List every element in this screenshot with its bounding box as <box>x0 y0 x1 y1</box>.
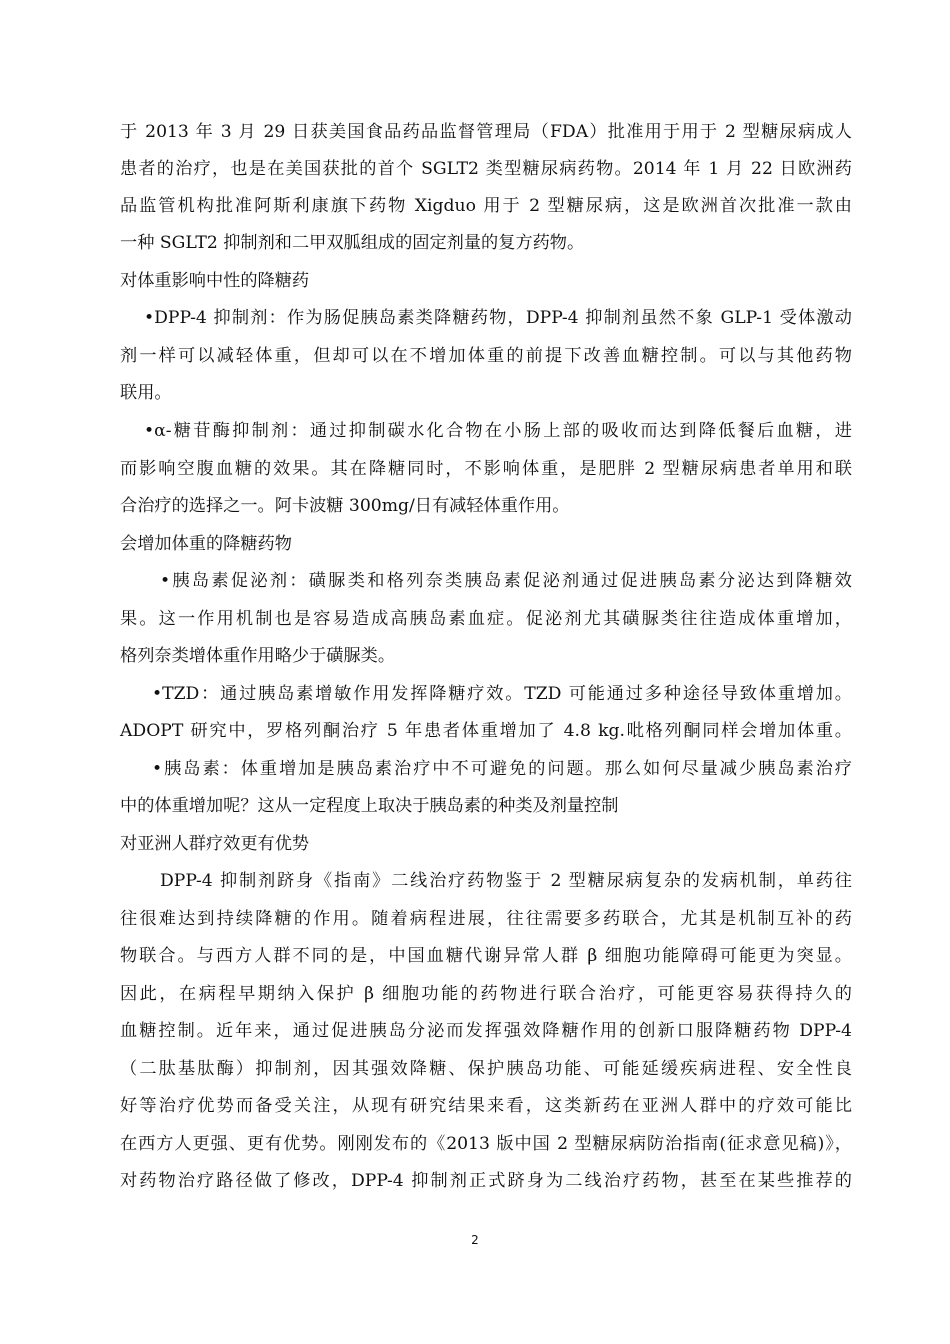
bullet-paragraph-line: •胰岛素：体重增加是胰岛素治疗中不可避免的问题。那么如何尽量减少胰岛素治疗 <box>152 759 852 779</box>
bullet-paragraph-line: •α-糖苷酶抑制剂：通过抑制碳水化合物在小肠上部的吸收而达到降低餐后血糖，进 <box>144 421 852 441</box>
paragraph-line: 患者的治疗，也是在美国获批的首个 SGLT2 类型糖尿病药物。2014 年 1 月 22 日欧洲药 <box>120 159 852 179</box>
paragraph-line: 往很难达到持续降糖的作用。随着病程进展，往往需要多药联合，尤其是机制互补的药 <box>120 909 852 929</box>
bullet-paragraph-line: •TZD：通过胰岛素增敏作用发挥降糖疗效。TZD 可能通过多种途径导致体重增加。 <box>152 684 852 704</box>
paragraph-line: 联用。 <box>120 383 172 403</box>
paragraph-line: 格列奈类增体重作用略少于磺脲类。 <box>120 646 396 666</box>
paragraph-line: 于 2013 年 3 月 29 日获美国食品药品监督管理局（FDA）批准用于用于 2 型糖尿病成人 <box>120 122 852 142</box>
paragraph-line: 合治疗的选择之一。阿卡波糖 300mg/日有减轻体重作用。 <box>120 496 570 516</box>
paragraph-line: 对药物治疗路径做了修改，DPP-4 抑制剂正式跻身为二线治疗药物，甚至在某些推荐的 <box>120 1171 852 1191</box>
paragraph-line: 果。这一作用机制也是容易造成高胰岛素血症。促泌剂尤其磺脲类往往造成体重增加， <box>120 609 852 629</box>
paragraph-line: 一种 SGLT2 抑制剂和二甲双胍组成的固定剂量的复方药物。 <box>120 233 585 253</box>
bullet-paragraph-line: •胰岛素促泌剂：磺脲类和格列奈类胰岛素促泌剂通过促进胰岛素分泌达到降糖效 <box>160 571 852 591</box>
paragraph-line: 物联合。与西方人群不同的是，中国血糖代谢异常人群 β 细胞功能障碍可能更为突显。 <box>120 946 852 966</box>
indented-paragraph-line: DPP-4 抑制剂跻身《指南》二线治疗药物鉴于 2 型糖尿病复杂的发病机制，单药往 <box>160 871 852 891</box>
paragraph-line: 而影响空腹血糖的效果。其在降糖同时，不影响体重，是肥胖 2 型糖尿病患者单用和联 <box>120 459 852 479</box>
section-heading: 对体重影响中性的降糖药 <box>120 271 310 291</box>
paragraph-line: 品监管机构批准阿斯利康旗下药物 Xigduo 用于 2 型糖尿病，这是欧洲首次批准一款由 <box>120 196 852 216</box>
paragraph-line: 在西方人更强、更有优势。刚刚发布的《2013 版中国 2 型糖尿病防治指南(征求意见稿)》， <box>120 1134 852 1154</box>
bullet-paragraph-line: •DPP-4 抑制剂：作为肠促胰岛素类降糖药物，DPP-4 抑制剂虽然不象 GLP-1 受体激动 <box>144 308 852 328</box>
paragraph-line: 因此，在病程早期纳入保护 β 细胞功能的药物进行联合治疗，可能更容易获得持久的 <box>120 984 852 1004</box>
paragraph-line: 好等治疗优势而备受关注，从现有研究结果来看，这类新药在亚洲人群中的疗效可能比 <box>120 1096 852 1116</box>
paragraph-line: （二肽基肽酶）抑制剂，因其强效降糖、保护胰岛功能、可能延缓疾病进程、安全性良 <box>120 1059 852 1079</box>
page-number: 2 <box>471 1233 479 1247</box>
paragraph-line: 剂一样可以减轻体重，但却可以在不增加体重的前提下改善血糖控制。可以与其他药物 <box>120 346 852 366</box>
paragraph-line: 血糖控制。近年来，通过促进胰岛分泌而发挥强效降糖作用的创新口服降糖药物 DPP-4 <box>120 1021 852 1041</box>
section-heading: 对亚洲人群疗效更有优势 <box>120 834 310 854</box>
section-heading: 会增加体重的降糖药物 <box>120 534 292 554</box>
paragraph-line: ADOPT 研究中，罗格列酮治疗 5 年患者体重增加了 4.8 kg.吡格列酮同样会增加体重。 <box>120 721 852 741</box>
paragraph-line: 中的体重增加呢？这从一定程度上取决于胰岛素的种类及剂量控制 <box>120 796 619 816</box>
